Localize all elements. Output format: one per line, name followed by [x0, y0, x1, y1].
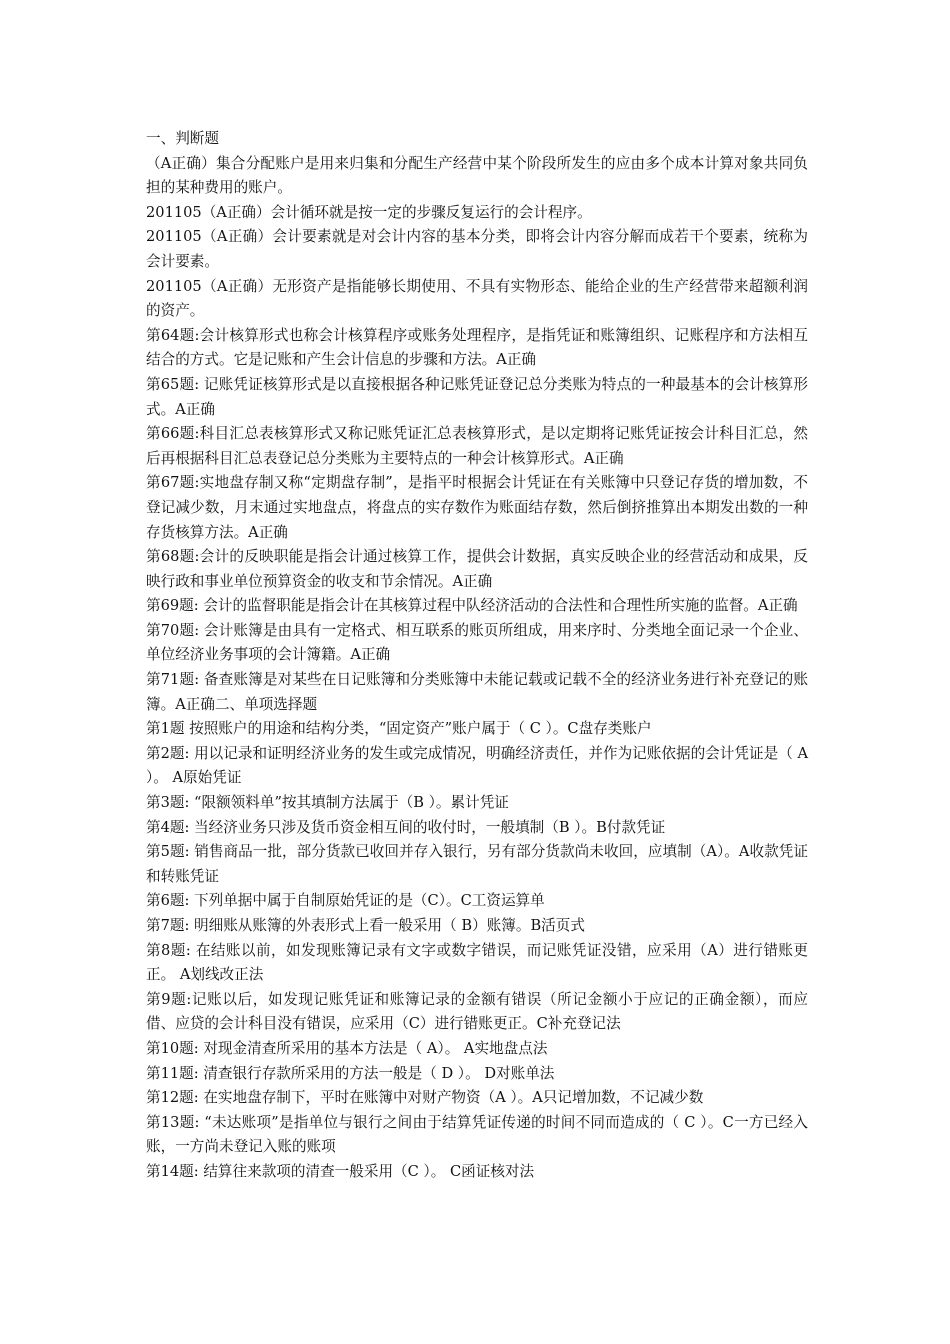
document-page	[146, 127, 808, 1185]
judgment-item: 第65题: 记账凭证核算形式是以直接根据各种记账凭证登记总分类账为特点的一种最基本的会计核算形式。A正确	[146, 375, 808, 418]
choice-item: 第12题: 在实地盘存制下，平时在账簿中对财产物资（A ）。A只记增加数，不记减少数	[146, 1089, 704, 1107]
judgment-item: 第70题: 会计账簿是由具有一定格式、相互联系的账页所组成，用来序时、分类地全面记录一个企业、单位经济业务事项的会计簿籍。A正确	[146, 621, 808, 664]
judgment-item: （A正确）集合分配账户是用来归集和分配生产经营中某个阶段所发生的应由多个成本计算对象共同负担的某种费用的账户。	[146, 154, 808, 197]
choice-item: 第4题: 当经济业务只涉及货币资金相互间的收付时，一般填制（B ）。B付款凭证	[146, 818, 666, 836]
choice-item: 第6题: 下列单据中属于自制原始凭证的是（C）。C工资运算单	[146, 892, 545, 910]
judgment-item-with-section-heading: 第71题: 备查账簿是对某些在日记账簿和分类账簿中未能记载或记载不全的经济业务进行补充登记的账簿。A正确二、单项选择题	[146, 671, 808, 713]
choice-item: 第13题: “未达账项”是指单位与银行之间由于结算凭证传递的时间不同而造成的（ C ）。C一方已经入账，一方尚未登记入账的账项	[146, 1113, 808, 1156]
choice-item: 第3题: “限额领料单”按其填制方法属于（B ）。累计凭证	[146, 794, 509, 812]
choice-item: 第8题: 在结账以前，如发现账簿记录有文字或数字错误，而记账凭证没错，应采用（A）进行错账更正。 A划线改正法	[146, 941, 808, 984]
choice-item: 第9题:记账以后，如发现记账凭证和账簿记录的金额有错误（所记金额小于应记的正确金额），而应借、应贷的会计科目没有错误，应采用（C）进行错账更正。C补充登记法	[146, 990, 808, 1033]
choice-item: 第14题: 结算往来款项的清查一般采用（C ）。 C函证核对法	[146, 1162, 535, 1180]
judgment-item: 第66题:科目汇总表核算形式又称记账凭证汇总表核算形式，是以定期将记账凭证按会计科目汇总，然后再根据科目汇总表登记总分类账为主要特点的一种会计核算形式。A正确	[146, 425, 808, 467]
judgment-item: 第69题: 会计的监督职能是指会计在其核算过程中队经济活动的合法性和合理性所实施的监督。A正确	[146, 597, 798, 615]
choice-item: 第10题: 对现金清查所采用的基本方法是（ A）。 A实地盘点法	[146, 1039, 548, 1057]
judgment-item: 201105（A正确）会计循环就是按一定的步骤反复运行的会计程序。	[146, 203, 592, 221]
judgment-item: 201105（A正确）无形资产是指能够长期使用、不具有实物形态、能给企业的生产经营带来超额利润的资产。	[146, 277, 808, 320]
judgment-item: 第68题:会计的反映职能是指会计通过核算工作，提供会计数据，真实反映企业的经营活动和成果，反映行政和事业单位预算资金的收支和节余情况。A正确	[146, 548, 808, 590]
choice-item: 第11题: 清查银行存款所采用的方法一般是（ D ）。 D对账单法	[146, 1064, 555, 1082]
judgment-item: 第67题:实地盘存制又称“定期盘存制”，是指平时根据会计凭证在有关账簿中只登记存货的增加数，不登记减少数，月末通过实地盘点，将盘点的实存数作为账面结存数，然后倒挤推算出本期发出数的一种存货核算方法。A正确	[146, 474, 808, 541]
choice-item: 第2题: 用以记录和证明经济业务的发生或完成情况，明确经济责任，并作为记账依据的会计凭证是（ A ）。 A原始凭证	[146, 744, 808, 787]
judgment-item: 201105（A正确）会计要素就是对会计内容的基本分类，即将会计内容分解而成若干个要素，统称为会计要素。	[146, 228, 808, 270]
judgment-item: 第64题:会计核算形式也称会计核算程序或账务处理程序，是指凭证和账簿组织、记账程序和方法相互结合的方式。它是记账和产生会计信息的步骤和方法。A正确	[146, 326, 808, 369]
choice-item: 第7题: 明细账从账簿的外表形式上看一般采用（ B）账簿。B活页式	[146, 917, 585, 934]
choice-item: 第5题: 销售商品一批，部分货款已收回并存入银行，另有部分货款尚未收回，应填制（A）。A收款凭证和转账凭证	[146, 843, 808, 885]
choice-item: 第1题 按照账户的用途和结构分类，“固定资产”账户属于（ C ）。C盘存类账户	[146, 720, 652, 738]
section-heading-judgment: 一、判断题	[146, 130, 219, 147]
